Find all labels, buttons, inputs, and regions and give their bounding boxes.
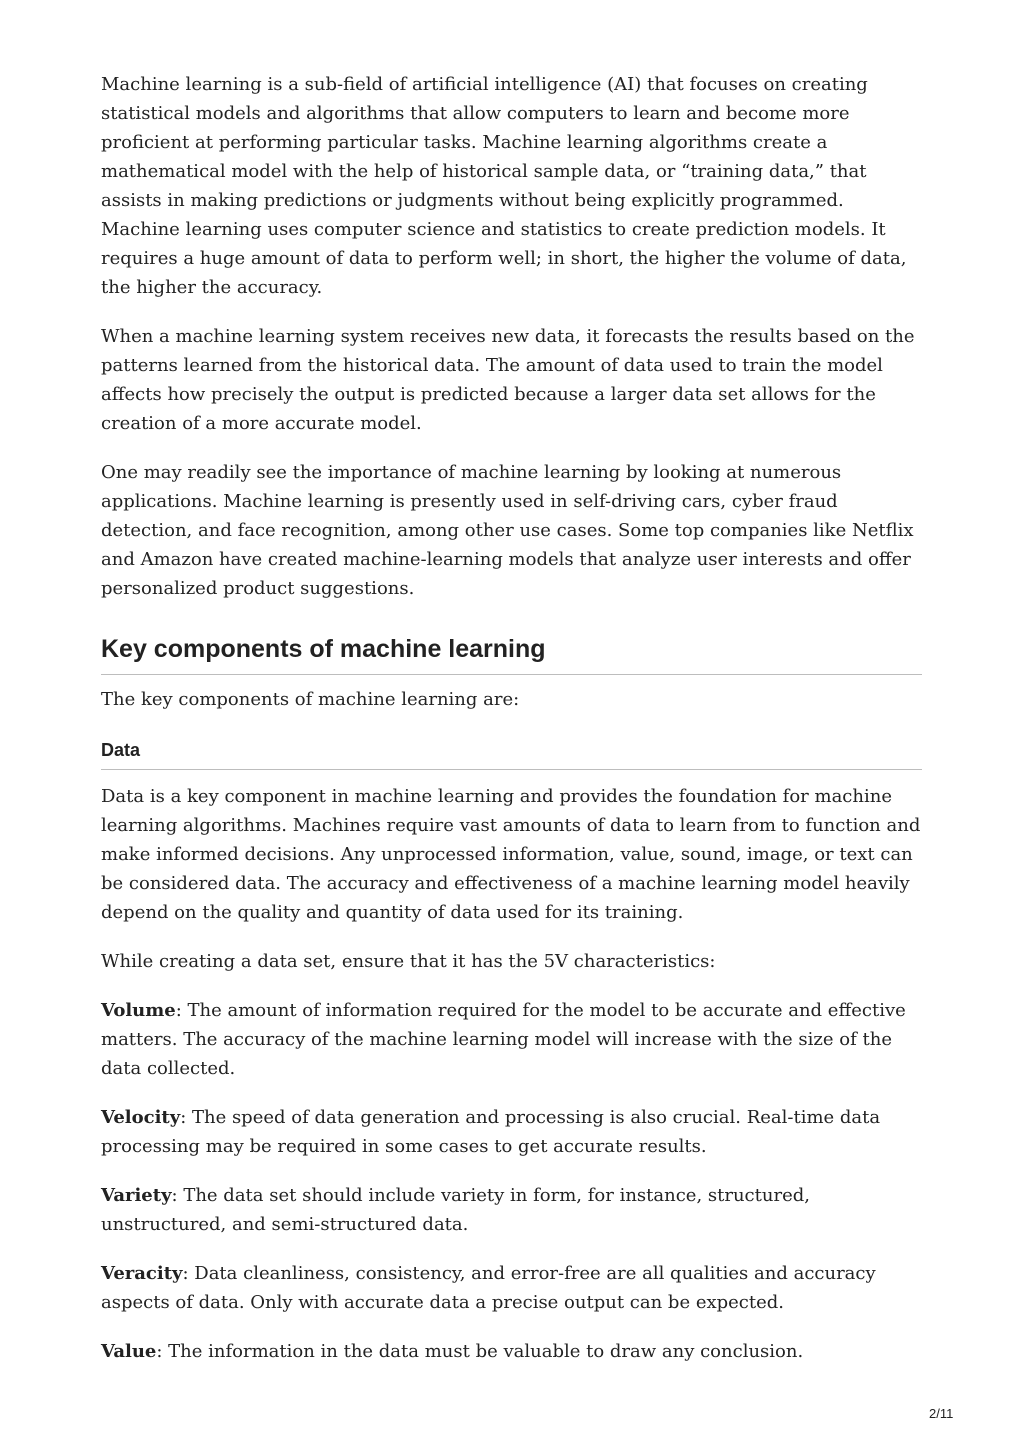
characteristic-text: : The data set should include variety in form, for instance, structured, unstructured, and semi-structured data. <box>101 1185 810 1235</box>
characteristic-text: : The speed of data generation and processing is also crucial. Real-time data processing may be required in some cases to get accurate results. <box>101 1107 881 1157</box>
section-intro: The key components of machine learning are: <box>101 689 520 710</box>
document-page <box>101 70 922 1386</box>
characteristic-text: : The amount of information required for the model to be accurate and effective matters. The accuracy of the machine learning model will increase with the size of the data collected. <box>101 1000 906 1079</box>
characteristic-term: Volume <box>101 1000 176 1021</box>
characteristic-term: Variety <box>101 1185 172 1206</box>
characteristic-veracity <box>101 1259 922 1317</box>
characteristic-term: Velocity <box>101 1107 181 1128</box>
characteristic-volume <box>101 996 922 1083</box>
characteristic-text: : The information in the data must be valuable to draw any conclusion. <box>156 1341 804 1362</box>
characteristic-term: Value <box>101 1341 157 1362</box>
intro-paragraph-1: Machine learning is a sub-field of artificial intelligence (AI) that focuses on creating statistical models and algorithms that allow computers to learn and become more proficient at performing particular tasks. Machine learning algorithms create a mathematical model with the help of historical sample data, or “training data,” that assists in making predictions or judgments without being explicitly programmed. Machine learning uses computer science and statistics to create prediction models. It requires a huge amount of data to perform well; in short, the higher the volume of data, the higher the accuracy. <box>101 74 907 298</box>
intro-paragraph-3: One may readily see the importance of machine learning by looking at numerous applications. Machine learning is presently used in self-driving cars, cyber fraud detection, and face recognition, among other use cases. Some top companies like Netflix and Amazon have created machine-learning models that analyze user interests and offer personalized product suggestions. <box>101 462 914 599</box>
section-heading: Key components of machine learning <box>101 635 922 675</box>
characteristic-text: : Data cleanliness, consistency, and error-free are all qualities and accuracy aspects of data. Only with accurate data a precise output can be expected. <box>101 1263 876 1313</box>
intro-paragraph-2: When a machine learning system receives new data, it forecasts the results based on the patterns learned from the historical data. The amount of data used to train the model affects how precisely the output is predicted because a larger data set allows for the creation of a more accurate model. <box>101 326 915 434</box>
page-number: 2/11 <box>929 1406 954 1421</box>
characteristic-term: Veracity <box>101 1263 183 1284</box>
characteristic-value <box>101 1337 922 1366</box>
data-paragraph-1: Data is a key component in machine learning and provides the foundation for machine learning algorithms. Machines require vast amounts of data to learn from to function and make informed decisions. Any unprocessed information, value, sound, image, or text can be considered data. The accuracy and effectiveness of a machine learning model heavily depend on the quality and quantity of data used for its training. <box>101 786 921 923</box>
data-paragraph-2: While creating a data set, ensure that it has the 5V characteristics: <box>101 951 716 972</box>
characteristic-variety <box>101 1181 922 1239</box>
data-heading: Data <box>101 740 922 770</box>
characteristic-velocity <box>101 1103 922 1161</box>
